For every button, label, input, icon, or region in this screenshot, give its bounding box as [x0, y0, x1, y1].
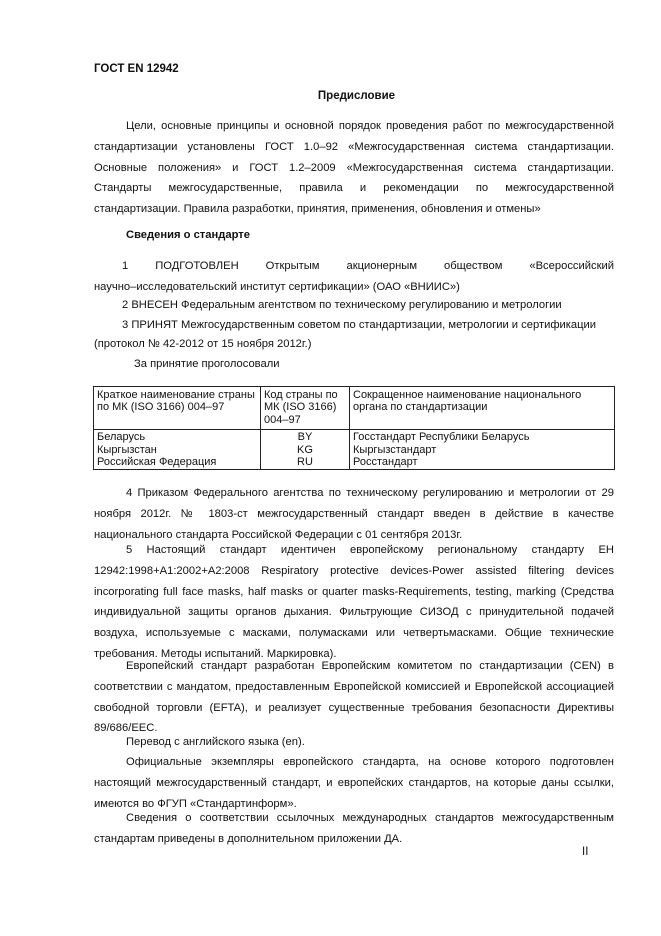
standards-bodies-cell	[350, 430, 615, 470]
country-code: RU	[297, 456, 313, 469]
item5-paragraph: 5 Настоящий стандарт идентичен европейскому региональному стандарту EH 12942:1998+A1:2002+A2:2008 Respiratory protective devices-Power assisted filtering devices incorporating full face masks, half masks or quarter masks-Requirements, testing, marking (Средства индивидуальной защиты органов дыхания. Фильтрующие СИЗОД с принудительной подачей воздуха, используемые с масками, полумасками или четвертьмасками. Общие технические требования. Методы испытаний. Маркировка).	[94, 544, 614, 660]
compliance-paragraph: Сведения о соответствии ссылочных международных стандартов межгосударственным стандартам приведены в дополнительном приложении ДА.	[94, 812, 614, 845]
item1-line1: 1 ПОДГОТОВЛЕН Открытым акционерным обществом «Всероссийский	[122, 260, 614, 272]
copies-paragraph: Официальные экземпляры европейского стандарта, на основе которого подготовлен настоящий межгосударственный стандарт, и европейских стандартов, на которые даны ссылки, имеются во ФГУП «Стандартинформ».	[94, 756, 614, 810]
standards-body: Госстандарт Республики Беларусь	[353, 431, 530, 444]
cen-paragraph: Европейский стандарт разработан Европейским комитетом по стандартизации (CEN) в соответствии с мандатом, предоставленным Европейской комиссией и Европейской ассоциацией свободной торговли (EFTA), и реализует существенные требования безопасности Директивы 89/686/EEC.	[94, 660, 614, 735]
country-name: Российская Федерация	[97, 456, 217, 469]
page-number: II	[582, 846, 589, 858]
countries-table	[93, 386, 615, 470]
country-code: BY	[297, 431, 313, 444]
standards-body: Кыргызстандарт	[353, 443, 437, 456]
item3-line2: (протокол № 42-2012 от 15 ноября 2012г.)	[94, 338, 312, 350]
standard-info-heading: Сведения о стандарте	[126, 229, 250, 241]
country-names-cell	[94, 430, 261, 470]
translation-paragraph: Перевод с английского языка (en).	[126, 736, 305, 748]
item1-line2: научно–исследовательский институт сертификации» (ОАО «ВНИИС»)	[94, 281, 460, 293]
country-code: KG	[297, 443, 313, 456]
standards-body: Росстандарт	[353, 456, 418, 469]
table-body-row	[94, 430, 615, 470]
document-code: ГОСТ EN 12942	[94, 63, 179, 75]
header-country-code: Код страны по МК (ISO 3166) 004–97	[261, 387, 350, 430]
country-name: Кыргызстан	[97, 443, 157, 456]
item2: 2 ВНЕСЕН Федеральным агентством по техническому регулированию и метрологии	[122, 299, 562, 311]
header-standards-body: Сокращенное наименование национального органа по стандартизации	[350, 387, 615, 430]
item4-paragraph: 4 Приказом Федерального агентства по техническому регулированию и метрологии от 29 ноября 2012г. № 1803-ст межгосударственный стандарт введен в действие в качестве национального стандарта Российской Федерации с 01 сентября 2013г.	[94, 487, 614, 541]
country-codes-cell	[261, 430, 350, 470]
header-country-name: Краткое наименование страны по МК (ISO 3166) 004–97	[94, 387, 261, 430]
item3-line1: 3 ПРИНЯТ Межгосударственным советом по стандартизации, метрологии и сертификации	[122, 319, 597, 331]
table-header-row	[94, 387, 615, 430]
country-name: Беларусь	[97, 431, 146, 444]
intro-paragraph: Цели, основные принципы и основной порядок проведения работ по межгосударственной стандартизации установлены ГОСТ 1.0–92 «Межгосударственная система стандартизации. Основные положения» и ГОСТ 1.2–2009 «Межгосударственная система стандартизации. Стандарты межгосударственные, правила и рекомендации по межгосударственной стандартизации. Правила разработки, принятия, применения, обновления и отмены»	[94, 120, 614, 216]
voted-label: За принятие проголосовали	[134, 358, 280, 370]
foreword-heading: Предисловие	[317, 90, 396, 102]
